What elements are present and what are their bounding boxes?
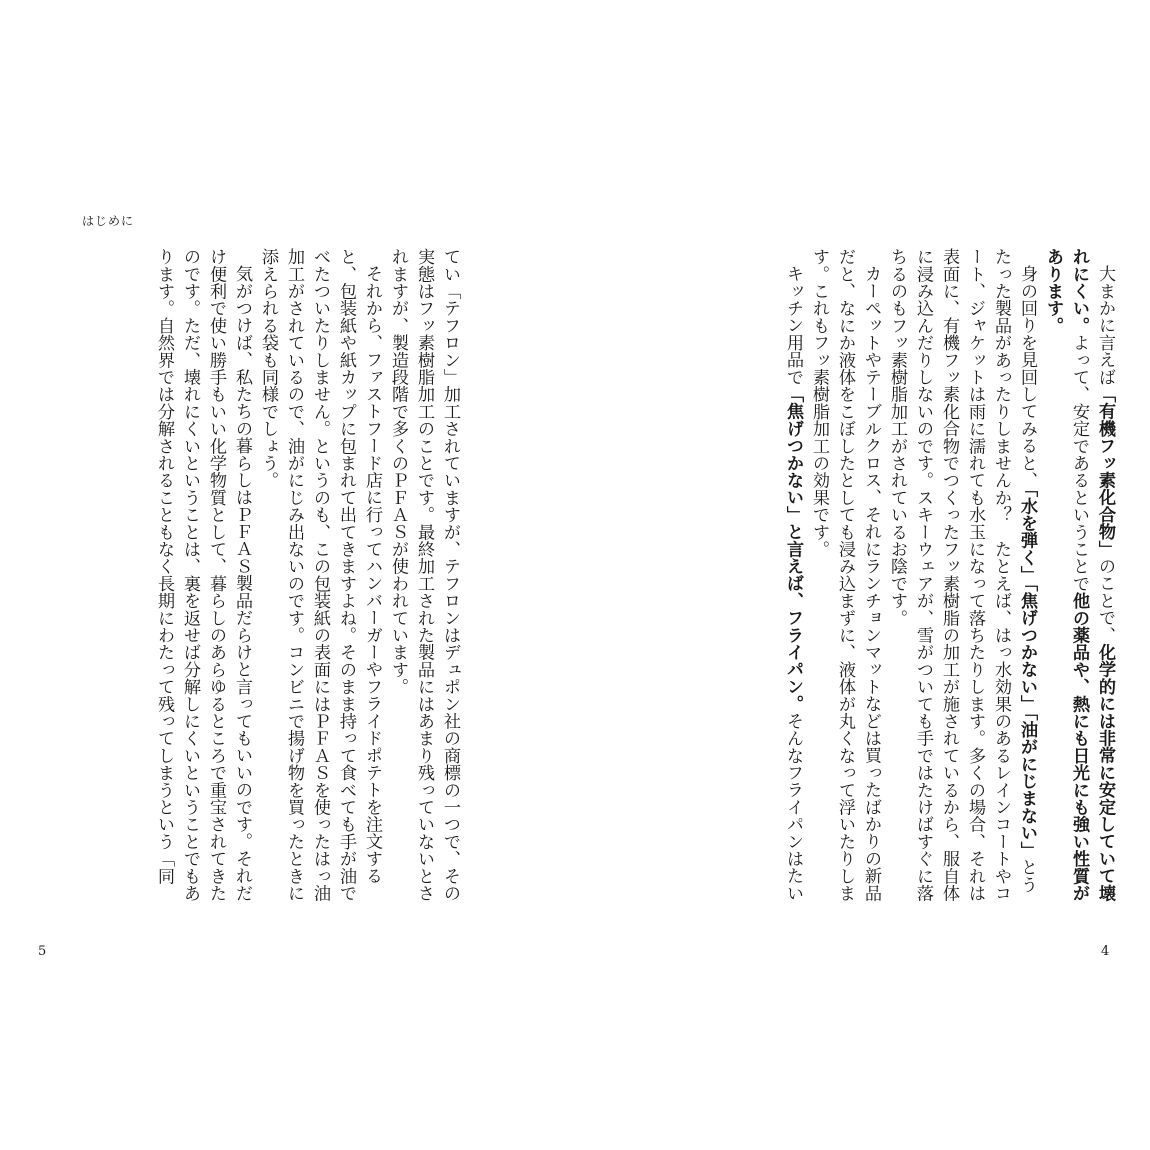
paragraph [255, 248, 385, 908]
body-text: キッチン用品で [783, 265, 803, 386]
paragraph [385, 248, 463, 908]
emphasis-text: 「有機フッ素化合物」 [1095, 385, 1115, 558]
body-text: よって、安定であるということで [1069, 334, 1089, 592]
paragraph [151, 248, 255, 908]
paragraph [806, 248, 884, 908]
body-text: そんなフライパンはたい [783, 712, 803, 902]
body-text: 気がつけば、私たちの暮らしはＰＦＡＳ製品だらけと言ってもいいのです。それだけ便利で使い勝手もいい化学物質として、暮らしのあらゆるところで重宝されてきたのです。ただ、壊れにくいということは、裏を返せば分解しにくいということでもあります。自然界では分解されることもなく長期にわたって残ってしまうという「同 [154, 248, 252, 902]
body-text: のことで、 [1095, 557, 1115, 644]
body-text: カーペットやテーブルクロス、それにランチョンマットなどは買ったばかりの新品だと、なにか液体をこぼしたとしても浸み込まずに、液体が丸くなって浮いたりします。これもフッ素樹脂加工の効果です。 [809, 248, 881, 902]
body-text: 身の回りを見回してみると、 [1017, 265, 1037, 489]
right-page-body [723, 248, 1118, 908]
paragraph [780, 248, 806, 908]
emphasis-text: 「水を弾く」「焦げつかない」「油がにじまない」 [1017, 488, 1037, 859]
paragraph [1040, 248, 1118, 908]
body-text: それから、ファストフード店に行ってハンバーガーやフライドポテトを注文すると、包装紙や紙カップに包まれて出てきますよね。そのまま持って食べても手が油でべたついたりしません。というのも、この包装紙の表面にはＰＦＡＳを使ったはっ油加工がされているので、油がにじみ出ないのです。コンビニで揚げ物を買ったときに添えられる袋も同様でしょう。 [258, 248, 382, 902]
page-number-right: 4 [1101, 944, 1110, 959]
running-head: はじめに [82, 214, 135, 228]
page-number-left: 5 [38, 944, 47, 959]
emphasis-text: 他の薬品や、熱にも日光にも強い性質があります。 [1043, 248, 1089, 902]
emphasis-text: 化学的には非常に安定していて壊れにくい。 [1069, 248, 1115, 902]
paragraph [884, 248, 1040, 908]
left-page-body [63, 248, 463, 908]
body-text: とうたった製品があったりしませんか？ たとえば、はっ水効果のあるレインコートやコート、ジャケットは雨に濡れても水玉になって落ちたりします。多くの場合、それは表面に、有機フッ素化合物でつくったフッ素樹脂の加工が施されているから、服自体に浸み込んだりしないのです。スキーウェアが、雪がついても手ではたけばすぐに落ちるのもフッ素樹脂加工がされているお陰です。 [887, 248, 1037, 902]
body-text: 大まかに言えば [1095, 265, 1115, 386]
body-text: てい「テフロン」加工されていますが、テフロンはデュポン社の商標の一つで、その実態はフッ素樹脂加工のことです。最終加工された製品にはあまり残っていないとされますが、製造段階で多くのＰＦＡＳが使われています。 [388, 248, 460, 902]
right-page [575, 0, 1150, 1150]
emphasis-text: 「焦げつかない」と言えば、フライパン。 [783, 385, 803, 713]
